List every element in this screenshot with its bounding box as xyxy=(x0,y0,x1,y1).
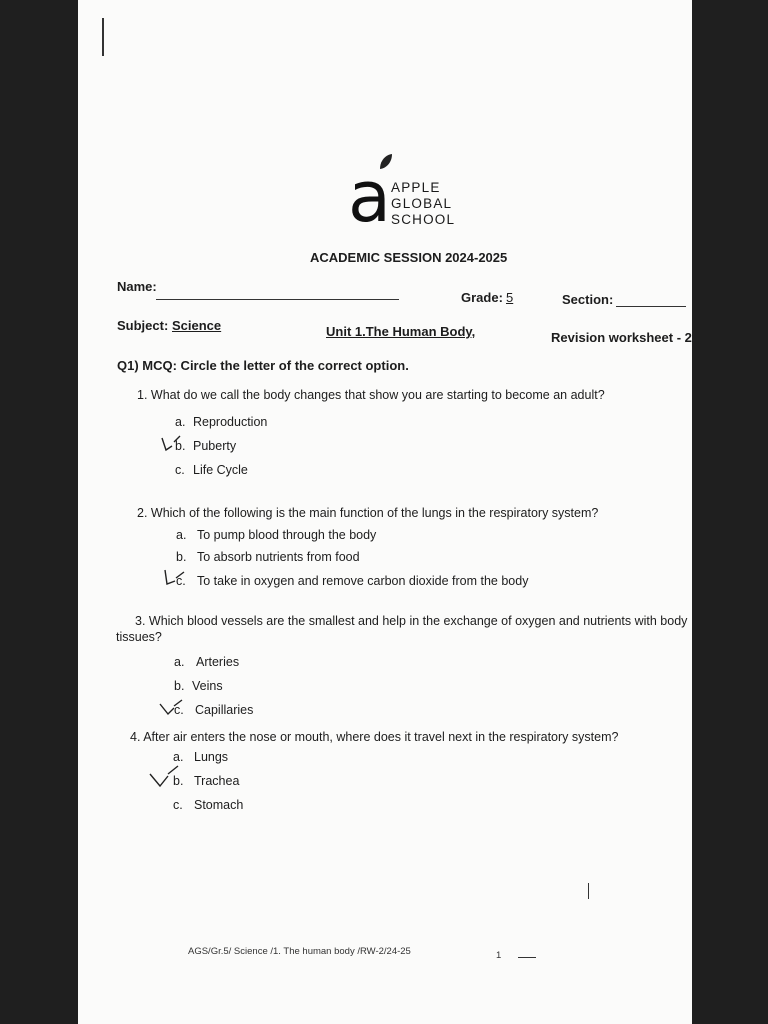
grade-label: Grade: xyxy=(461,290,503,305)
worksheet-page xyxy=(78,0,692,1024)
option-text: Lungs xyxy=(194,750,229,764)
academic-session: ACADEMIC SESSION 2024-2025 xyxy=(310,250,508,265)
school-name-line: GLOBAL xyxy=(391,196,453,211)
question-text-continued: tissues? xyxy=(116,630,162,644)
section-label: Section: xyxy=(562,292,614,307)
school-name-line: APPLE xyxy=(391,180,441,195)
footer-code: AGS/Gr.5/ Science /1. The human body /RW-2/24-25 xyxy=(188,946,411,957)
name-blank xyxy=(156,299,399,300)
checkmark-icon xyxy=(162,566,196,588)
option-letter: a. xyxy=(173,750,184,764)
option-letter: b. xyxy=(174,679,185,693)
school-name-line: SCHOOL xyxy=(391,212,456,227)
section-title: Q1) MCQ: Circle the letter of the correct option. xyxy=(117,358,409,373)
school-logo-letter: a xyxy=(348,156,391,238)
scan-mark xyxy=(518,957,536,958)
option-text: Puberty xyxy=(193,439,237,453)
subject-value: Science xyxy=(172,318,222,333)
scan-mark xyxy=(588,883,589,899)
option-letter: a. xyxy=(175,415,186,429)
checkmark-icon xyxy=(160,432,196,454)
option-text: Veins xyxy=(192,679,223,693)
option-text: To pump blood through the body xyxy=(197,528,377,542)
checkmark-icon xyxy=(158,698,194,718)
option-letter: c. xyxy=(173,798,183,812)
option-letter: c. xyxy=(176,574,186,588)
question-text: 3. Which blood vessels are the smallest and help in the exchange of oxygen and nutrients with body xyxy=(135,614,688,628)
unit-title: Unit 1.The Human Body, xyxy=(326,324,476,339)
worksheet-title: Revision worksheet - 2 xyxy=(551,330,692,345)
name-label: Name: xyxy=(117,279,157,294)
question-text: 4. After air enters the nose or mouth, where does it travel next in the respiratory system? xyxy=(130,730,619,744)
option-letter: b. xyxy=(176,550,187,564)
subject-label: Subject: xyxy=(117,318,169,333)
option-text: Trachea xyxy=(194,774,240,788)
question-text: 1. What do we call the body changes that show you are starting to become an adult? xyxy=(137,388,605,402)
option-text: Arteries xyxy=(196,655,240,669)
option-text: Capillaries xyxy=(195,703,254,717)
option-text: Life Cycle xyxy=(193,463,248,477)
option-text: To take in oxygen and remove carbon dioxide from the body xyxy=(197,574,529,588)
option-text: Stomach xyxy=(194,798,244,812)
option-letter: c. xyxy=(174,703,184,717)
option-letter: a. xyxy=(176,528,187,542)
section-blank xyxy=(616,306,686,307)
option-letter: b. xyxy=(173,774,184,788)
question-text: 2. Which of the following is the main function of the lungs in the respiratory system? xyxy=(137,506,599,520)
option-letter: a. xyxy=(174,655,185,669)
option-text: Reproduction xyxy=(193,415,268,429)
option-text: To absorb nutrients from food xyxy=(197,550,360,564)
checkmark-icon xyxy=(148,764,188,790)
grade-value: 5 xyxy=(506,290,514,305)
option-letter: b. xyxy=(175,439,186,453)
option-letter: c. xyxy=(175,463,185,477)
scan-mark xyxy=(102,18,104,56)
page-number: 1 xyxy=(496,950,502,961)
